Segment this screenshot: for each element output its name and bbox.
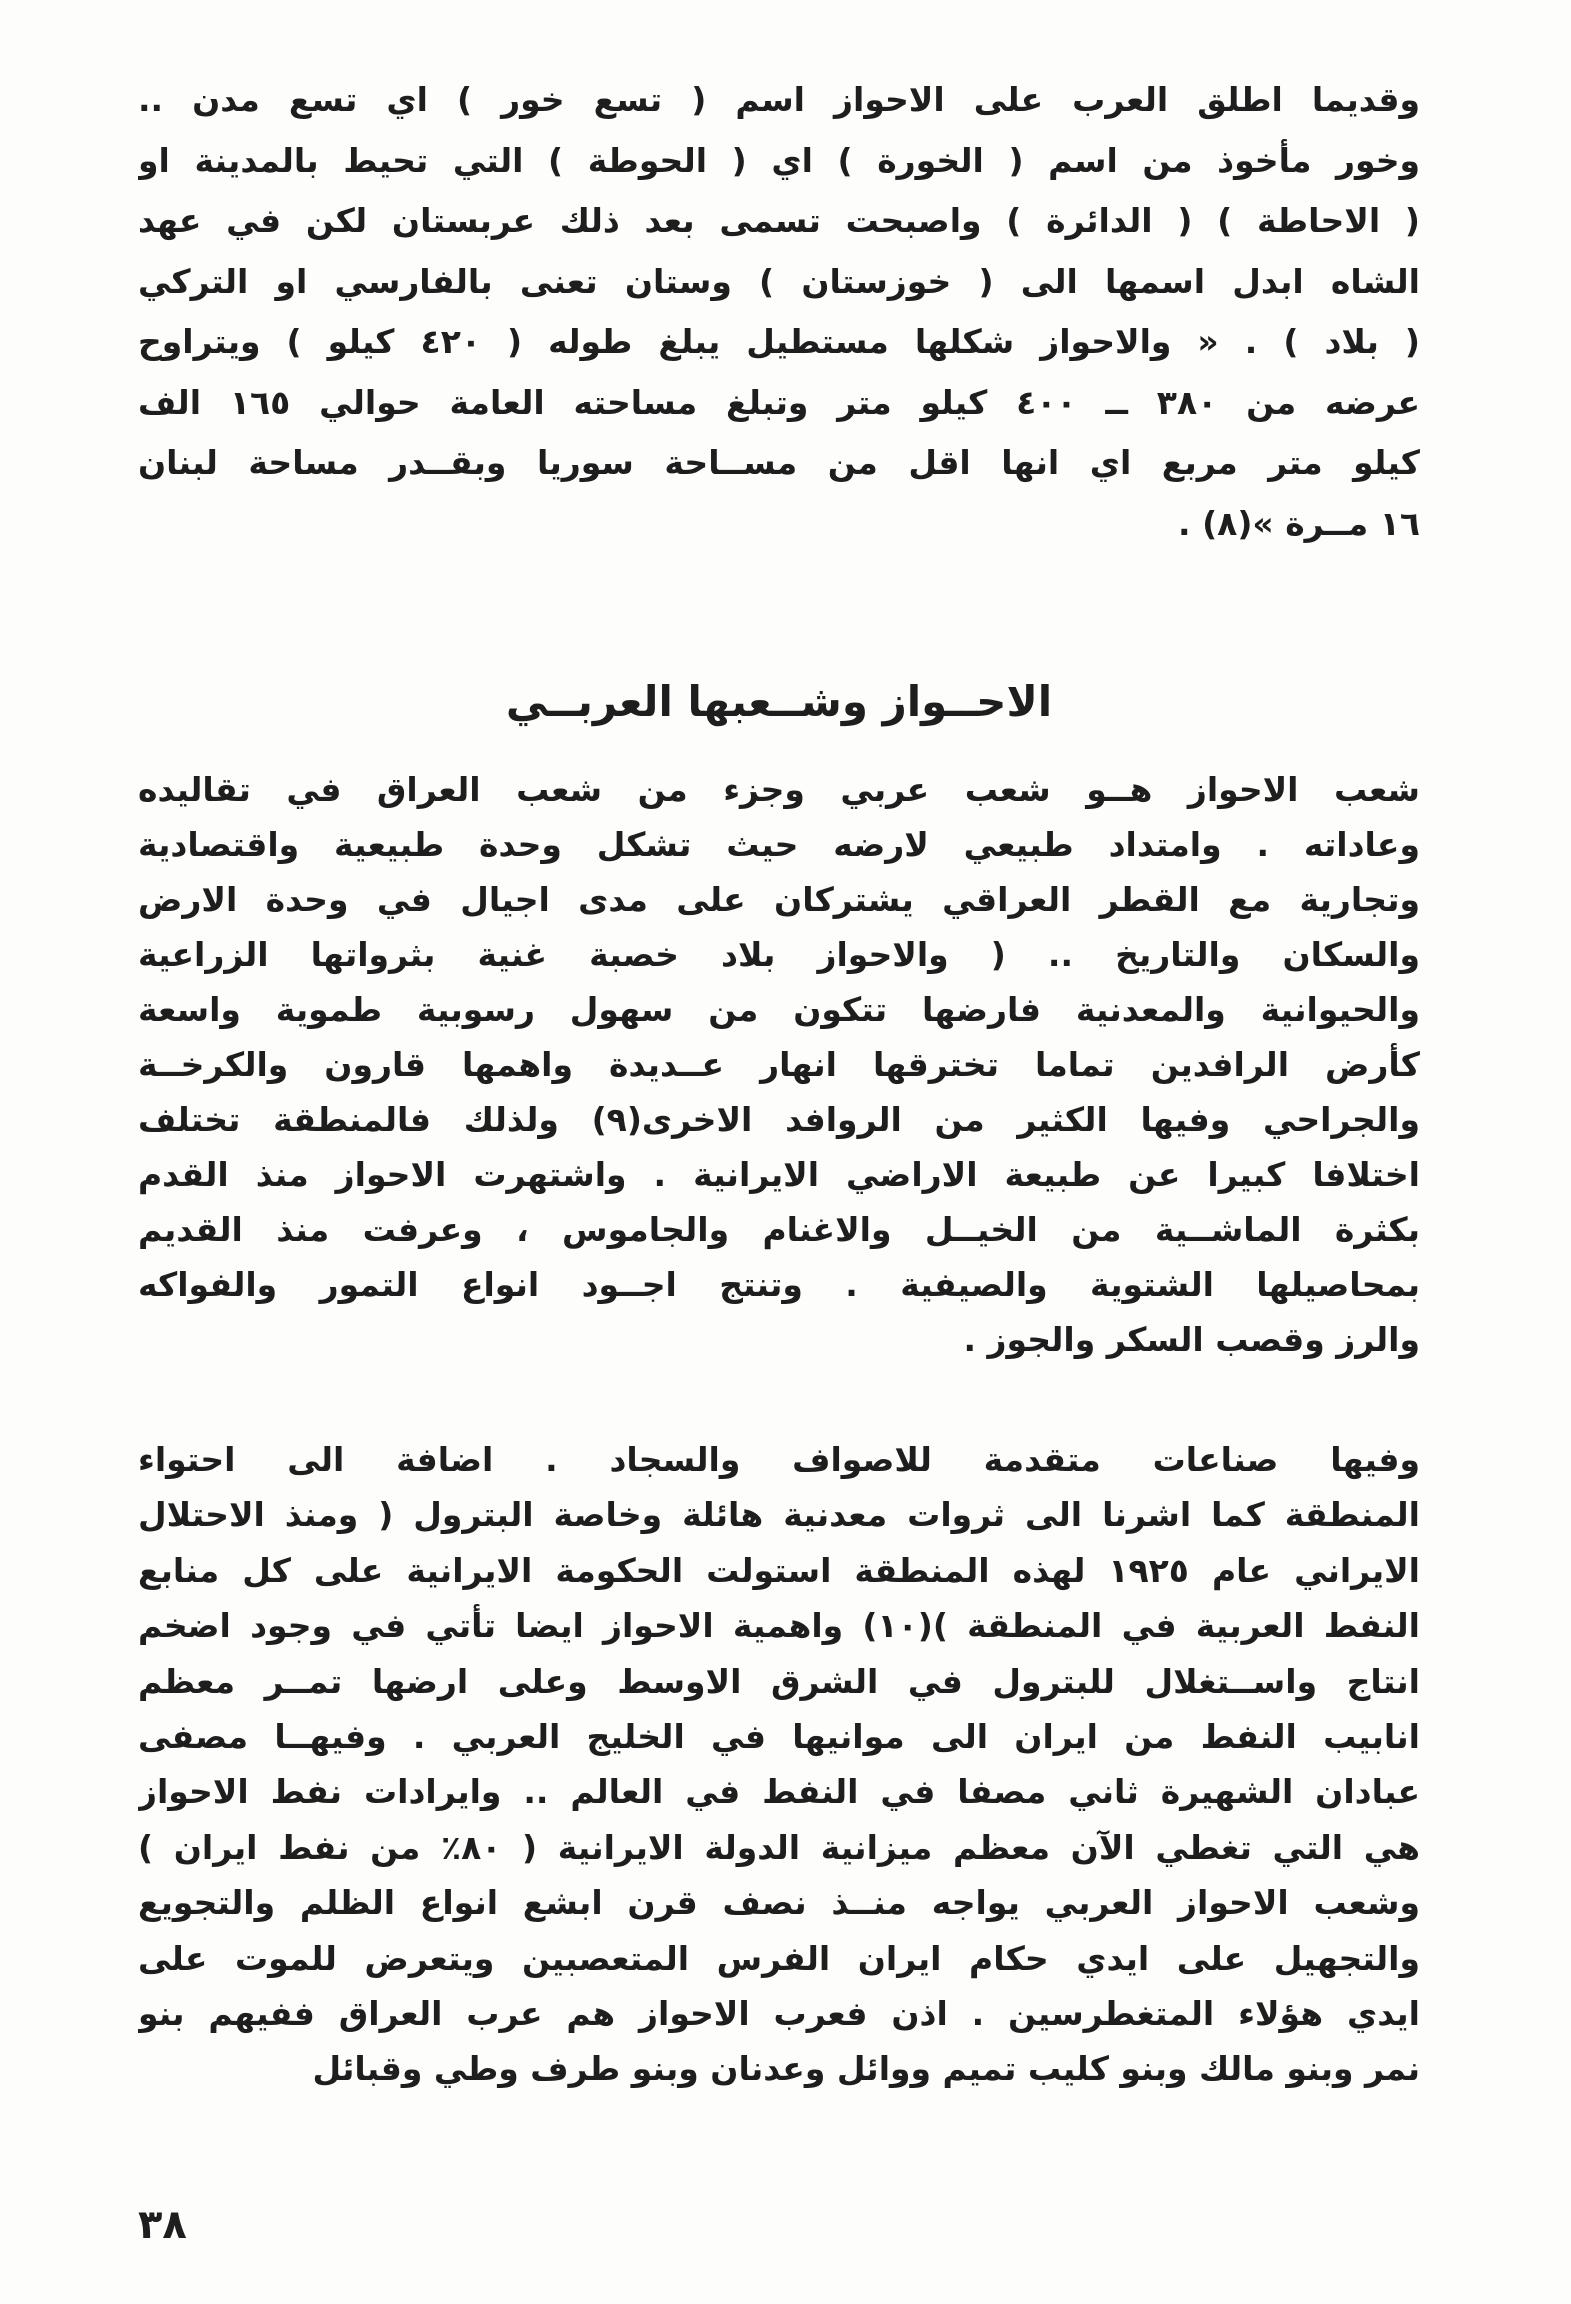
text-line: والتجهيل على ايدي حكام ايران الفرس المتعصبين ويتعرض للموت على — [138, 1938, 1420, 1978]
text-line: انابيب النفط من ايران الى موانيها في الخليج العربي . وفيهــا مصفى — [138, 1716, 1420, 1756]
text-line: وخور مأخوذ من اسم ( الخورة ) اي ( الحوطة ) التي تحيط بالمدينة او — [138, 140, 1420, 180]
text-line: والجراحي وفيها الكثير من الروافد الاخرى(٩) ولذلك فالمنطقة تختلف — [138, 1100, 1420, 1139]
paragraph-ninefold-khur — [138, 70, 1420, 554]
text-line: وفيها صناعات متقدمة للاصواف والسجاد . اضافة الى احتواء — [138, 1440, 1420, 1479]
text-line: وشعب الاحواز العربي يواجه منــذ نصف قرن ابشع انواع الظلم والتجويع — [138, 1883, 1420, 1923]
text-line: كأرض الرافدين تماما تخترقها انهار عــديدة واهمها قارون والكرخــة — [138, 1045, 1420, 1084]
text-line: والرز وقصب السكر والجوز . — [963, 1320, 1420, 1359]
text-line: نمر وبنو مالك وبنو كليب تميم ووائل وعدنان وبنو طرف وطي وقبائل — [312, 2049, 1420, 2089]
text-line: ايدي هؤلاء المتغطرسين . اذن فعرب الاحواز هم عرب العراق ففيهم بنو — [138, 1993, 1420, 2033]
text-line: الايراني عام ١٩٢٥ لهذه المنطقة استولت الحكومة الايرانية على كل منابع — [138, 1550, 1420, 1590]
text-line: شعب الاحواز هــو شعب عربي وجزء من شعب العراق في تقاليده — [138, 770, 1420, 809]
text-line: اختلافا كبيرا عن طبيعة الاراضي الايرانية . واشتهرت الاحواز منذ القدم — [138, 1155, 1420, 1194]
paragraph-industry-oil — [138, 1432, 1420, 2097]
text-line: الشاه ابدل اسمها الى ( خوزستان ) وستان تعنى بالفارسي او التركي — [138, 261, 1420, 301]
text-line: انتاج واســتغلال للبترول في الشرق الاوسط وعلى ارضها تمــر معظم — [138, 1661, 1420, 1701]
text-line: بمحاصيلها الشتوية والصيفية . وتنتج اجــود انواع التمور والفواكه — [138, 1265, 1420, 1304]
text-line: ( بلاد ) . « والاحواز شكلها مستطيل يبلغ طوله ( ٤٢٠ كيلو ) ويتراوح — [138, 322, 1420, 361]
text-line: والسكان والتاريخ .. ( والاحواز بلاد خصبة غنية بثرواتها الزراعية — [138, 935, 1420, 974]
paragraph-ahwaz-people — [138, 762, 1420, 1367]
text-line: ١٦ مــرة »(٨) . — [1178, 503, 1420, 543]
text-line: هي التي تغطي الآن معظم ميزانية الدولة الايرانية ( ٨٠٪ من نفط ايران ) — [138, 1827, 1420, 1867]
text-line: وعاداته . وامتداد طبيعي لارضه حيث تشكل وحدة طبيعية واقتصادية — [138, 825, 1420, 864]
text-line: وقديما اطلق العرب على الاحواز اسم ( تسع خور ) اي تسع مدن .. — [138, 80, 1420, 119]
text-line: عبادان الشهيرة ثاني مصفا في النفط في العالم .. وايرادات نفط الاحواز — [138, 1772, 1420, 1812]
section-heading: الاحــواز وشــعبها العربــي — [505, 677, 1053, 726]
text-line: عرضه من ٣٨٠ ــ ٤٠٠ كيلو متر وتبلغ مساحته العامة حوالي ١٦٥ الف — [138, 382, 1420, 422]
text-line: والحيوانية والمعدنية فارضها تتكون من سهول رسوبية طموية واسعة — [138, 990, 1420, 1029]
text-line: بكثرة الماشــية من الخيــل والاغنام والجاموس ، وعرفت منذ القديم — [138, 1210, 1420, 1249]
text-line: النفط العربية في المنطقة )(١٠) واهمية الاحواز ايضا تأتي في وجود اضخم — [138, 1606, 1420, 1646]
text-line: وتجارية مع القطر العراقي يشتركان على مدى اجيال في وحدة الارض — [138, 880, 1420, 919]
text-line: ( الاحاطة ) ( الدائرة ) واصبحت تسمى بعد ذلك عربستان لكن في عهد — [138, 201, 1420, 240]
text-line: المنطقة كما اشرنا الى ثروات معدنية هائلة وخاصة البترول ( ومنذ الاحتلال — [138, 1495, 1420, 1535]
text-line: كيلو متر مربع اي انها اقل من مســاحة سوريا وبقــدر مساحة لبنان — [138, 443, 1420, 482]
page-number: ٣٨ — [138, 2202, 187, 2248]
